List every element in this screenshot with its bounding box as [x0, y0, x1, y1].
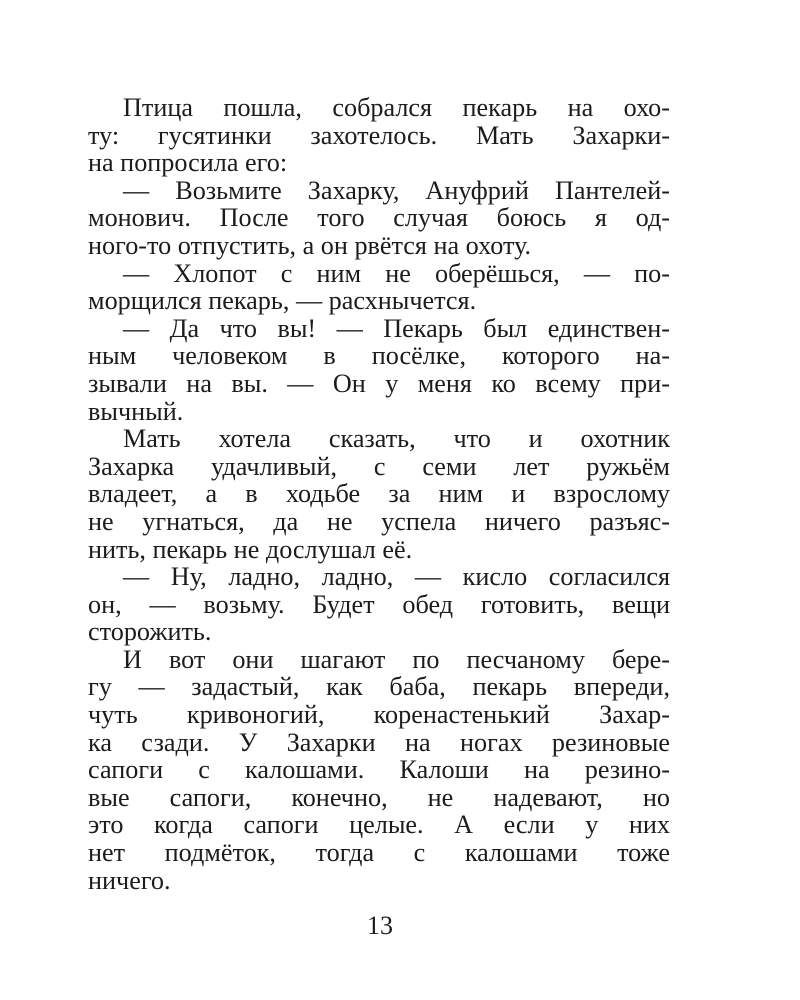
text-line: сапоги с калошами. Калоши на резино- [88, 755, 670, 785]
text-line: он, — возьму. Будет обед готовить, вещи [88, 589, 670, 619]
text-line: ным человеком в посёлке, которого на- [88, 341, 670, 371]
text-line: — Ну, ладно, ладно, — кисло согласился [123, 562, 670, 592]
text-line: зывали на вы. — Он у меня ко всему при- [88, 368, 670, 398]
text-line: вые сапоги, конечно, не надевают, но [88, 782, 670, 812]
text-line: нет подмёток, тогда с калошами тоже [88, 838, 670, 868]
text-line: гу — задастый, как баба, пекарь впереди, [88, 672, 670, 702]
text-line: монович. После того случая боюсь я од- [88, 203, 670, 233]
text-line: не угнаться, да не успела ничего разъяс- [88, 506, 670, 536]
text-line: это когда сапоги целые. А если у них [88, 810, 670, 840]
paragraph [88, 563, 670, 646]
page-number: 13 [367, 911, 393, 940]
text-line: Мать хотела сказать, что и охотник [123, 424, 670, 454]
text-line: ту: гусятинки захотелось. Мать Захарки- [88, 120, 670, 150]
text-line: Захарка удачливый, с семи лет ружьём [88, 451, 670, 481]
paragraph [88, 646, 670, 894]
paragraph [88, 177, 670, 260]
text-line: Птица пошла, собрался пекарь на охо- [123, 93, 670, 122]
text-line: И вот они шагают по песчаному бере- [123, 644, 670, 674]
paragraph [88, 260, 670, 315]
text-line: ничего. [88, 865, 171, 895]
text-line: — Хлопот с ним не оберёшься, — по- [123, 258, 670, 288]
paragraph [88, 94, 670, 177]
text-line: нить, пекарь не дослушал её. [88, 534, 413, 564]
text-line: чуть кривоногий, коренастенький Захар- [88, 700, 670, 730]
text-line: ного-то отпустить, а он рвётся на охоту. [88, 230, 532, 260]
page-text [88, 94, 670, 894]
text-line: ка сзади. У Захарки на ногах резиновые [88, 727, 670, 757]
text-line: сторожить. [88, 617, 212, 647]
text-line: морщился пекарь, — расхнычется. [88, 286, 477, 316]
paragraph [88, 425, 670, 563]
text-line: на попросила его: [88, 148, 288, 178]
text-line: вычный. [88, 396, 184, 426]
paragraph [88, 315, 670, 425]
text-line: — Да что вы! — Пекарь был единствен- [123, 313, 670, 343]
text-line: владеет, а в ходьбе за ним и взрослому [88, 479, 670, 509]
text-line: — Возьмите Захарку, Ануфрий Пантелей- [123, 175, 670, 205]
